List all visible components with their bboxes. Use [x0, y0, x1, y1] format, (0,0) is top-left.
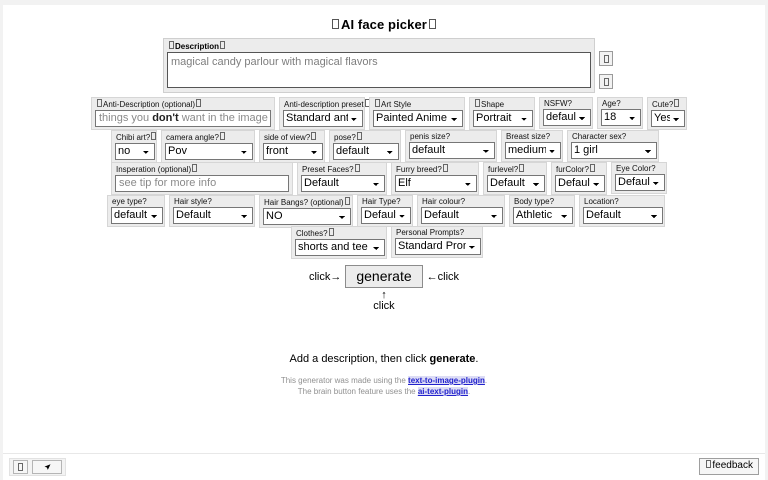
field-pose	[329, 130, 401, 163]
preset-faces-label	[301, 164, 383, 175]
location-label-text: Location?	[584, 197, 619, 206]
field-hair-colour	[417, 195, 505, 227]
footer-missing-glyph-button[interactable]	[13, 460, 28, 474]
anti-description-label-suffix-missing-glyph-icon	[196, 99, 201, 107]
insperation-placeholder: see tip for more info	[119, 177, 217, 189]
field-penis-size	[405, 130, 497, 162]
hair-style-label-text: Hair style?	[174, 197, 212, 206]
arrow-right-icon: →	[330, 270, 342, 283]
info-instruction-pre: Add a description, then click	[289, 353, 430, 365]
side-of-view-select[interactable]	[263, 143, 323, 160]
field-anti-description	[91, 97, 275, 130]
field-anti-description-preset	[279, 97, 365, 130]
options-row-5	[291, 226, 487, 259]
credit-line-2	[3, 386, 765, 397]
clothes-label-text: Clothes?	[296, 229, 328, 238]
nsfw-label-text: NSFW?	[544, 99, 572, 108]
field-side-of-view	[259, 130, 325, 163]
pose-label	[333, 132, 397, 143]
page-content	[3, 5, 765, 454]
insperation-input[interactable]	[115, 175, 289, 192]
chibi-art-select[interactable]	[115, 143, 155, 160]
clothes-label	[295, 228, 383, 239]
options-row-3	[111, 162, 671, 195]
description-label	[167, 41, 591, 52]
page-title-text: AI face picker	[341, 17, 427, 32]
field-eye-color	[611, 162, 667, 194]
fur-color-label	[555, 164, 603, 175]
anti-description-placeholder-post: want in the image	[178, 112, 268, 124]
arrow-left-icon: ←	[426, 270, 438, 283]
pose-label-text: pose?	[334, 133, 356, 142]
generate-hint-below	[3, 290, 765, 312]
hair-type-label-text: Hair Type?	[362, 197, 401, 206]
description-textarea[interactable]	[167, 52, 591, 88]
clothes-select[interactable]	[295, 239, 385, 256]
title-suffix-missing-glyph-icon	[429, 19, 436, 29]
text-to-image-plugin-link[interactable]: text-to-image-plugin	[408, 376, 485, 385]
pose-select[interactable]	[333, 143, 399, 160]
brain-icon	[604, 78, 609, 86]
camera-angle-label-missing-glyph-icon	[220, 132, 225, 140]
ai-text-plugin-link[interactable]: ai-text-plugin	[417, 387, 469, 396]
cute-label	[651, 99, 683, 110]
field-personal-prompts	[391, 226, 483, 258]
chibi-art-label	[115, 132, 153, 143]
fur-color-select[interactable]	[555, 175, 605, 192]
field-hair-style	[169, 195, 255, 227]
body-type-select[interactable]	[513, 207, 573, 224]
credit-line-1	[3, 375, 765, 386]
breast-size-label-text: Breast size?	[506, 132, 551, 141]
eye-color-select[interactable]	[615, 174, 665, 191]
brain-button[interactable]	[599, 74, 613, 89]
field-character-sex	[567, 130, 659, 162]
nsfw-select[interactable]	[543, 109, 591, 126]
info-instruction-bold: generate	[429, 353, 476, 365]
info-section	[3, 353, 765, 397]
credits	[3, 375, 765, 397]
field-insperation	[111, 162, 293, 195]
generate-hint-left	[309, 271, 341, 283]
shape-select[interactable]	[473, 110, 533, 127]
info-instruction-post: .	[475, 353, 479, 365]
field-clothes	[291, 226, 387, 259]
penis-size-select[interactable]	[409, 142, 495, 159]
hair-style-select[interactable]	[173, 207, 253, 224]
cursor-tool-button[interactable]	[32, 460, 62, 474]
eye-type-label-text: eye type?	[112, 197, 147, 206]
breast-size-label	[505, 132, 559, 142]
personal-prompts-label-text: Personal Prompts?	[396, 228, 465, 237]
generate-hint-right	[427, 271, 459, 283]
age-select[interactable]	[601, 109, 641, 126]
field-age	[597, 97, 643, 129]
hair-bangs-select[interactable]	[263, 208, 351, 225]
hair-colour-label	[421, 197, 501, 207]
side-of-view-label	[263, 132, 321, 143]
field-location	[579, 195, 665, 227]
field-cute	[647, 97, 687, 130]
options-row-1	[91, 97, 691, 130]
field-shape	[469, 97, 535, 130]
camera-angle-label	[165, 132, 251, 143]
eye-type-select[interactable]	[111, 207, 163, 224]
cute-label-missing-glyph-icon	[674, 99, 679, 107]
preset-faces-label-text: Preset Faces?	[302, 165, 354, 174]
footer-bar	[3, 453, 765, 480]
fur-level-label	[487, 164, 543, 175]
preset-faces-label-missing-glyph-icon	[355, 164, 360, 172]
art-style-label-text: Art Style	[381, 100, 412, 109]
camera-angle-label-text: camera angle?	[166, 133, 219, 142]
body-type-label	[513, 197, 571, 207]
field-body-type	[509, 195, 575, 227]
anti-description-label-prefix-missing-glyph-icon	[97, 99, 102, 107]
field-hair-type	[357, 195, 413, 227]
field-breast-size	[501, 130, 563, 162]
furry-breed-label-text: Furry breed?	[396, 165, 442, 174]
anti-description-label	[95, 99, 271, 110]
pose-label-missing-glyph-icon	[357, 132, 362, 140]
body-type-label-text: Body type?	[514, 197, 555, 206]
hair-bangs-label	[263, 197, 349, 208]
cute-select[interactable]	[651, 110, 685, 127]
anti-description-placeholder-bold: don't	[152, 112, 179, 124]
hair-bangs-label-text: Hair Bangs? (optional)	[264, 198, 344, 207]
dice-button[interactable]	[599, 51, 613, 66]
age-label-text: Age?	[602, 99, 621, 108]
field-hair-bangs	[259, 195, 353, 228]
anti-description-placeholder-pre: things you	[99, 112, 153, 124]
breast-size-select[interactable]	[505, 142, 561, 159]
cute-label-text: Cute?	[652, 100, 674, 109]
anti-description-input[interactable]	[95, 110, 271, 127]
cursor-arrow-icon	[43, 463, 52, 472]
insperation-label	[115, 164, 289, 175]
missing-glyph-icon	[18, 463, 23, 471]
generate-button[interactable]: generate	[345, 265, 422, 288]
anti-description-preset-label-text: Anti-description preset	[284, 100, 364, 109]
generate-hint-left-text: click	[308, 270, 331, 283]
hair-type-label	[361, 197, 409, 207]
furry-breed-label	[395, 164, 475, 175]
penis-size-label-text2: penis size?	[410, 132, 451, 141]
fur-level-label-text: furlevel?	[488, 165, 519, 174]
hair-bangs-label-missing-glyph-icon	[345, 197, 350, 205]
credit-line-1-pre: This generator was made using the	[280, 376, 409, 385]
character-sex-label-text: Character sex?	[572, 132, 627, 141]
generate-hint-right-text: click	[437, 270, 460, 283]
field-nsfw	[539, 97, 593, 129]
shape-label	[473, 99, 531, 110]
field-fur-color	[551, 162, 607, 195]
furry-breed-label-missing-glyph-icon	[443, 164, 448, 172]
fur-color-label-text: furColor?	[556, 165, 589, 174]
generate-hint-below-text: click	[373, 300, 395, 312]
arrow-up-icon: ↑	[381, 289, 387, 301]
clothes-label-missing-glyph-icon	[329, 228, 334, 236]
anti-description-label-text: Anti-Description (optional)	[103, 100, 196, 109]
eye-color-label	[615, 164, 663, 174]
character-sex-select[interactable]	[571, 142, 657, 159]
chibi-art-label-missing-glyph-icon	[151, 132, 156, 140]
penis-size-label	[409, 132, 493, 142]
personal-prompts-label	[395, 228, 479, 238]
side-of-view-label-text: side of view?	[264, 133, 311, 142]
hair-colour-select[interactable]	[421, 207, 503, 224]
chibi-art-label-text: Chibi art?	[116, 133, 151, 142]
eye-color-label-text: Eye Color?	[616, 164, 656, 173]
character-sex-label	[571, 132, 655, 142]
insperation-label-missing-glyph-icon	[192, 164, 197, 172]
anti-description-preset-label	[283, 99, 364, 110]
credit-line-2-post: .	[468, 387, 471, 396]
feedback-label: feedback	[712, 460, 753, 471]
shape-label-text: Shape	[481, 100, 505, 109]
description-label-prefix-missing-glyph-icon	[169, 41, 174, 49]
description-label-text: Description	[175, 42, 220, 51]
field-furry-breed	[391, 162, 479, 195]
fur-level-label-missing-glyph-icon	[519, 164, 524, 172]
dice-icon	[604, 55, 609, 63]
page-title	[3, 17, 765, 32]
feedback-button[interactable]	[699, 458, 759, 475]
description-section	[163, 38, 595, 93]
field-art-style	[369, 97, 465, 130]
field-fur-level	[483, 162, 547, 195]
art-style-label-missing-glyph-icon	[375, 99, 380, 107]
fur-level-select[interactable]	[487, 175, 545, 192]
info-instruction	[3, 353, 765, 365]
preset-faces-select[interactable]	[301, 175, 385, 192]
field-preset-faces	[297, 162, 387, 195]
title-prefix-missing-glyph-icon	[332, 19, 339, 29]
description-group	[163, 38, 595, 93]
camera-angle-select[interactable]	[165, 143, 253, 160]
personal-prompts-select[interactable]	[395, 238, 481, 255]
eye-type-label	[111, 197, 161, 207]
generate-row	[3, 265, 765, 288]
anti-description-preset-select[interactable]	[283, 110, 363, 127]
insperation-label-text: Insperation (optional)	[116, 165, 192, 174]
description-side-buttons	[599, 51, 615, 97]
hair-colour-label-text: Hair colour?	[422, 197, 466, 206]
feedback-icon	[706, 460, 711, 468]
hair-style-label	[173, 197, 251, 207]
age-label	[601, 99, 639, 109]
fur-color-label-missing-glyph-icon	[590, 164, 595, 172]
credit-line-2-pre: The brain button feature uses the	[297, 387, 418, 396]
options-row-2	[111, 130, 663, 163]
credit-line-1-post: .	[484, 376, 488, 385]
footer-left-toolbar	[9, 458, 66, 476]
nsfw-label	[543, 99, 589, 109]
shape-label-missing-glyph-icon	[475, 99, 480, 107]
field-chibi-art	[111, 130, 157, 163]
art-style-select[interactable]	[373, 110, 463, 127]
field-eye-type	[107, 195, 165, 227]
furry-breed-select[interactable]	[395, 175, 477, 192]
options-row-4	[107, 195, 669, 228]
side-of-view-label-missing-glyph-icon	[311, 132, 316, 140]
field-camera-angle	[161, 130, 255, 163]
hair-type-select[interactable]	[361, 207, 411, 224]
art-style-label	[373, 99, 461, 110]
description-label-suffix-missing-glyph-icon	[220, 41, 225, 49]
location-select[interactable]	[583, 207, 663, 224]
location-label	[583, 197, 661, 207]
